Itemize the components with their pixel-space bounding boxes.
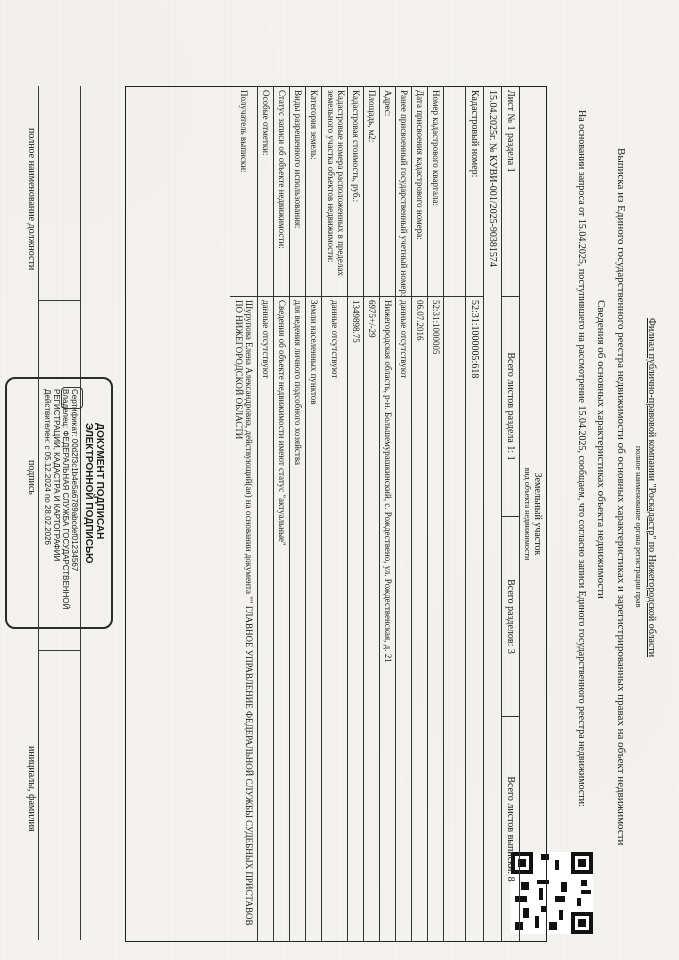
electronic-signature-stamp bbox=[5, 377, 113, 629]
table-row bbox=[273, 87, 290, 941]
sheet-info-row bbox=[501, 87, 520, 941]
stamp-valid: Действителен: с 05.12.2024 по 28.02.2026 bbox=[43, 389, 52, 545]
row-label: Категория земель: bbox=[309, 90, 319, 160]
cadastral-label: Кадастровый номер: bbox=[469, 90, 481, 178]
row-label: Получатель выписки: bbox=[239, 90, 249, 173]
row-label: Кадастровая стоимость, руб.: bbox=[351, 90, 361, 203]
table-row bbox=[379, 87, 396, 941]
row-value: для ведения личного подсобного хозяйства bbox=[293, 300, 303, 465]
row-value: данные отсутствуют bbox=[399, 300, 409, 379]
object-type: Земельный участок bbox=[532, 472, 543, 556]
date-number: 15.04.2025г. № КУВИ-001/2025-90381574 bbox=[487, 90, 499, 267]
basis-text: На основании запроса от 15.04.2025, поступившего на рассмотрение 15.04.2025, сообщаем, что согласно записи Единого государственного реестра недвижимости: bbox=[576, 110, 587, 807]
object-type-note: вид объекта недвижимости bbox=[523, 467, 532, 561]
stamp-line-1: ДОКУМЕНТ ПОДПИСАН bbox=[94, 423, 105, 540]
signature-divider bbox=[39, 650, 81, 651]
table-row bbox=[395, 87, 412, 941]
row-label: Виды разрешенного использования: bbox=[293, 90, 303, 229]
row-label: Статус записи об объекте недвижимости: bbox=[277, 90, 287, 249]
object-type-row bbox=[519, 87, 546, 941]
document-subtitle: Сведения об основных характеристиках объекта недвижимости bbox=[595, 300, 607, 599]
row-value: 1349898.75 bbox=[351, 300, 361, 343]
table-row bbox=[347, 87, 364, 941]
stamp-owner-2: РЕГИСТРАЦИИ, КАДАСТРА И КАРТОГРАФИИ bbox=[52, 389, 61, 562]
date-number-row bbox=[483, 87, 502, 941]
sheet-number: Лист № 1 раздела 1 bbox=[505, 90, 517, 173]
emblem-icon bbox=[61, 387, 83, 409]
signature-divider bbox=[39, 300, 81, 301]
branch-line: Филиал публично-правовой компании "Роскадастр" по Нижегородской области bbox=[646, 318, 657, 658]
row-value: Шурупова Елена Александровна, действующий(ая) на основании документа "" ГЛАВНОЕ УПРАВЛЕНИЕ ФЕДЕРАЛЬНОЙ СЛУЖБЫ СУДЕБНЫХ ПРИСТАВОВ ПО НИЖЕГОРОДСКОЙ ОБЛАСТИ bbox=[234, 300, 255, 926]
row-value: Нижегородская область, р-н. Большемурашкинский, с. Рождествено, ул. Рождественская, д. 21 bbox=[383, 300, 393, 663]
row-value: данные отсутствуют bbox=[261, 300, 271, 379]
property-info-table bbox=[125, 86, 547, 942]
row-label: Дата присвоения кадастрового номера: bbox=[415, 90, 425, 240]
row-value: 6975+/-29 bbox=[367, 300, 377, 338]
sheets-total: Всего листов выписки: 8 bbox=[505, 776, 517, 882]
row-value: 06.07.2016 bbox=[415, 300, 425, 341]
sections-total: Всего разделов: 3 bbox=[505, 579, 517, 654]
signature-caption: подпись bbox=[26, 460, 37, 495]
stamp-owner: Владелец: ФЕДЕРАЛЬНАЯ СЛУЖБА ГОСУДАРСТВЕННОЙ bbox=[61, 389, 70, 610]
stamp-line-2: ЭЛЕКТРОННОЙ ПОДПИСЬЮ bbox=[83, 423, 94, 564]
sheets-in-section: Всего листов раздела 1: 1 bbox=[505, 352, 517, 461]
table-row bbox=[321, 87, 348, 941]
row-label: Особые отметки: bbox=[261, 90, 271, 156]
row-value: 52:31:1000005 bbox=[431, 300, 441, 355]
row-label: Кадастровые номера расположенных в пределах земельного участка объектов недвижимости: bbox=[326, 90, 346, 276]
cadastral-number-row bbox=[465, 87, 484, 941]
position-caption: полное наименование должности bbox=[26, 128, 37, 271]
row-label: Адрес: bbox=[383, 90, 393, 117]
table-row bbox=[289, 87, 306, 941]
row-value: Сведения об объекте недвижимости имеют статус "актуальные" bbox=[277, 300, 287, 546]
table-row bbox=[305, 87, 322, 941]
spacer-row bbox=[443, 87, 466, 941]
document-title: Выписка из Единого государственного реестра недвижимости об основных характеристиках и зарегистрированных правах на объект недвижимости bbox=[615, 148, 627, 846]
row-value: Земли населенных пунктов bbox=[309, 300, 319, 405]
row-value: данные отсутствуют bbox=[330, 300, 340, 379]
cadastral-value: 52:31:1000005:618 bbox=[469, 300, 481, 379]
branch-note: полное наименование органа регистрации прав bbox=[634, 446, 643, 608]
stamp-cert: Сертификат: 00d2f3c1b4e5a6789abcdef01234567 bbox=[70, 389, 79, 572]
table-row bbox=[363, 87, 380, 941]
row-label: Ранее присвоенный государственный учетный номер: bbox=[399, 90, 409, 297]
row-label: Номер кадастрового квартала: bbox=[431, 90, 441, 206]
table-row bbox=[411, 87, 428, 941]
table-row bbox=[230, 87, 258, 941]
initials-caption: инициалы, фамилия bbox=[26, 746, 37, 832]
table-row bbox=[427, 87, 444, 941]
row-label: Площадь, м2: bbox=[367, 90, 377, 143]
table-row bbox=[257, 87, 274, 941]
